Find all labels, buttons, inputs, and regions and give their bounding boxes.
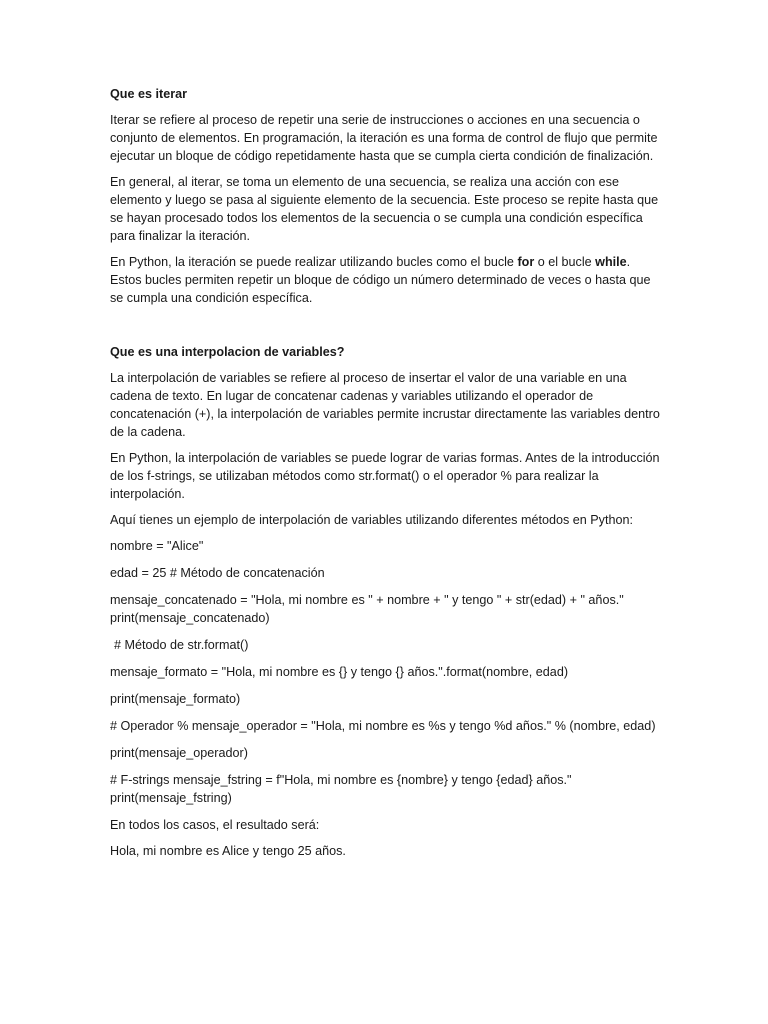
heading-interpolacion: Que es una interpolacion de variables? <box>110 345 345 359</box>
code-line-print-operador: print(mensaje_operador) <box>110 746 248 760</box>
paragraph-interpolacion-definicion: La interpolación de variables se refiere al proceso de insertar el valor de una variable en una cadena de texto. En lugar de concatenar cadenas y variables utilizando el operador de concatenación (+), la interpolación de variables permite incrustar directamente las variables dentro de la cadena. <box>110 371 660 439</box>
text-python-intro: En Python, la iteración se puede realizar utilizando bucles como el bucle <box>110 255 518 269</box>
code-line-format-comment: # Método de str.format() <box>114 638 249 652</box>
code-line-operador: # Operador % mensaje_operador = "Hola, mi nombre es %s y tengo %d años." % (nombre, edad) <box>110 719 656 733</box>
code-line-formato: mensaje_formato = "Hola, mi nombre es {} y tengo {} años.".format(nombre, edad) <box>110 665 569 679</box>
paragraph-interpolacion-python: En Python, la interpolación de variables se puede lograr de varias formas. Antes de la introducción de los f-strings, se utilizaban métodos como str.format() o el operador % para realizar la interpolación. <box>110 451 660 501</box>
text-or-loop: o el bucle <box>534 255 596 269</box>
code-line-nombre: nombre = "Alice" <box>110 539 204 553</box>
code-line-edad: edad = 25 # Método de concatenación <box>110 566 325 580</box>
document-page <box>110 85 665 868</box>
code-line-print-formato: print(mensaje_formato) <box>110 692 241 706</box>
text-loops-explanation: . Estos bucles permiten repetir un bloque de código un número determinado de veces o hasta que se cumpla una condición específica. <box>110 255 651 305</box>
paragraph-iterar-python <box>110 253 665 307</box>
heading-que-es-iterar: Que es iterar <box>110 87 188 101</box>
paragraph-iterar-definicion: Iterar se refiere al proceso de repetir una serie de instrucciones o acciones en una secuencia o conjunto de elementos. En programación, la iteración es una forma de control de flujo que permite ejecutar un bloque de código repetidamente hasta que se cumpla cierta condición de finalización. <box>110 113 658 163</box>
paragraph-iterar-general: En general, al iterar, se toma un elemento de una secuencia, se realiza una acción con ese elemento y luego se pasa al siguiente elemento de la secuencia. Este proceso se repite hasta que se hayan procesado todos los elementos de la secuencia o se cumpla una condición específica para finalizar la iteración. <box>110 175 659 243</box>
keyword-for: for <box>517 255 535 269</box>
paragraph-resultado: Hola, mi nombre es Alice y tengo 25 años. <box>110 844 346 858</box>
keyword-while: while <box>595 255 627 269</box>
code-line-fstring: # F-strings mensaje_fstring = f"Hola, mi nombre es {nombre} y tengo {edad} años." print(mensaje_fstring) <box>110 773 576 805</box>
section-spacer <box>110 315 665 343</box>
paragraph-resultado-intro: En todos los casos, el resultado será: <box>110 818 320 832</box>
paragraph-ejemplo-intro: Aquí tienes un ejemplo de interpolación de variables utilizando diferentes métodos en Python: <box>110 513 633 527</box>
code-line-concatenado: mensaje_concatenado = "Hola, mi nombre es " + nombre + " y tengo " + str(edad) + " años." print(mensaje_concatenado) <box>110 593 628 625</box>
